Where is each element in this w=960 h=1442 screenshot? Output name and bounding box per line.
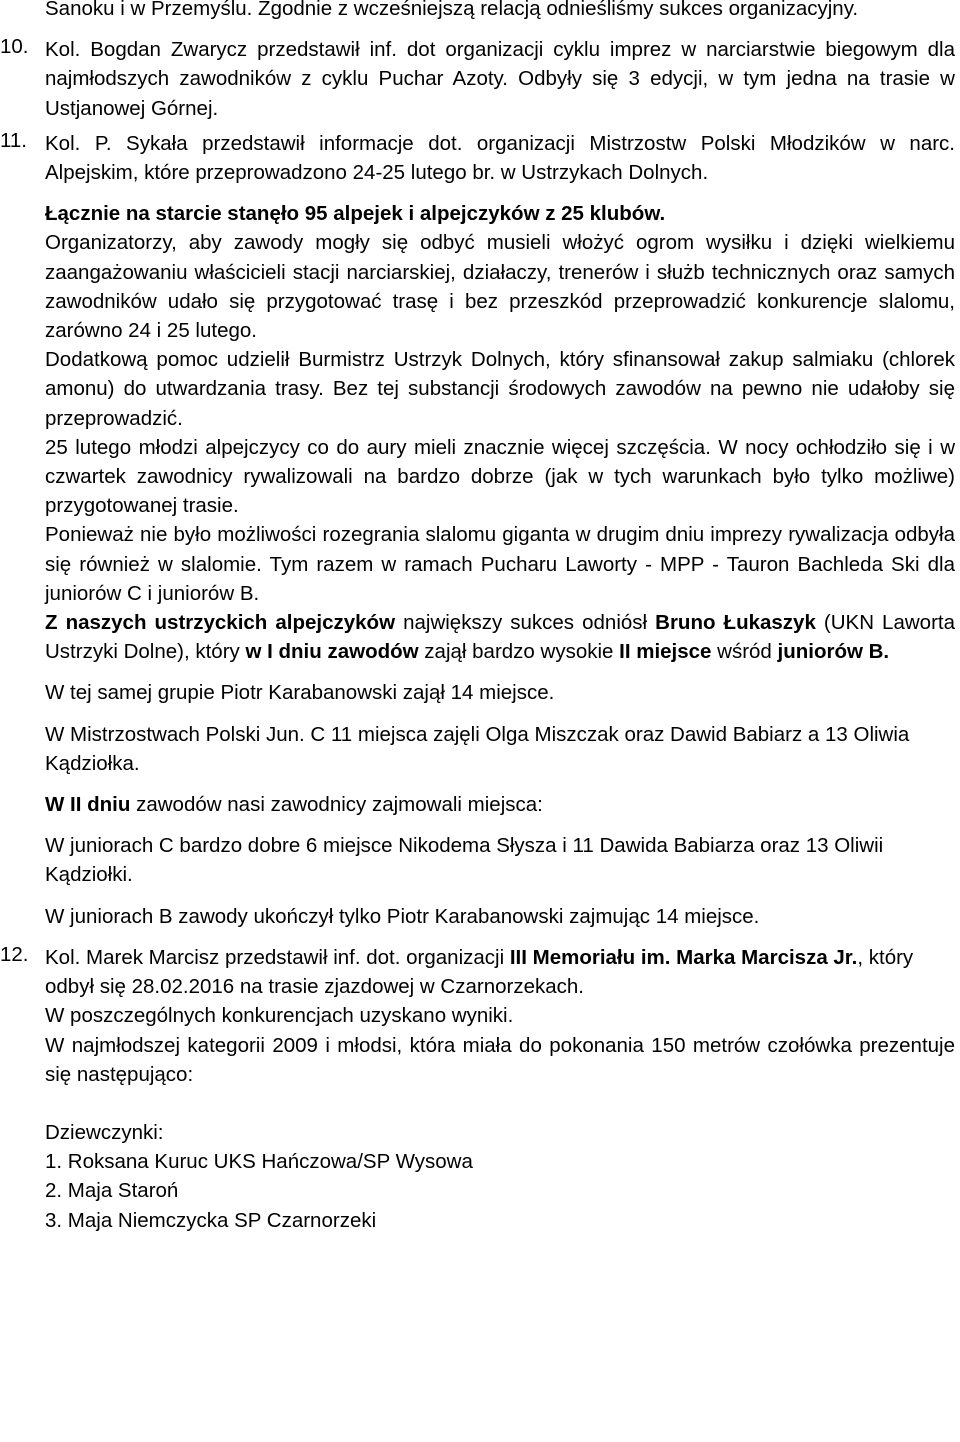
girls-list bbox=[0, 1147, 960, 1235]
intro-paragraph: Sanoku i w Przemyślu. Zgodnie z wcześniejszą relacją odnieśliśmy sukces organizacyjny. bbox=[45, 0, 859, 20]
text-span: zawodów nasi zawodnicy zajmowali miejsca: bbox=[130, 793, 543, 817]
bold-text: W II dniu bbox=[45, 793, 131, 817]
girls-heading: Dziewczynki: bbox=[45, 1120, 164, 1144]
best-result-paragraph bbox=[0, 608, 955, 666]
list-item: 3. Maja Niemczycka SP Czarnorzeki bbox=[45, 1208, 377, 1232]
list-item-11 bbox=[0, 129, 960, 187]
list-item-10 bbox=[0, 35, 960, 123]
item-text-line: W poszczególnych konkurencjach uzyskano wyniki. bbox=[45, 1004, 514, 1028]
list-item-12 bbox=[0, 943, 960, 1089]
junior-b-paragraph: W juniorach B zawody ukończył tylko Piotr Karabanowski zajmując 14 miejsce. bbox=[45, 904, 760, 928]
item-body bbox=[45, 943, 955, 1089]
day2-paragraph bbox=[0, 790, 955, 819]
bold-text: Z naszych ustrzyckich alpejczyków bbox=[45, 611, 396, 635]
junior-c-paragraph: W juniorach C bardzo dobre 6 miejsce Nikodema Słysza i 11 Dawida Babiarza oraz 13 Oliwii Kądziołki. bbox=[45, 834, 884, 887]
help-paragraph: Dodatkową pomoc udzielił Burmistrz Ustrzyk Dolnych, który sfinansował zakup salmiaku (chlorek amonu) do utwardzania trasy. Bez tej substancji środowych zawodów na pewno nie udałoby się przeprowadzić. bbox=[45, 348, 955, 430]
text-span: wśród bbox=[711, 640, 778, 664]
bold-text: III Memoriału im. Marka Marcisza Jr. bbox=[509, 945, 858, 969]
text-span: największy sukces odniósł bbox=[395, 611, 656, 635]
text-span: (UKN Laworta Ustrzyki Dolne), który bbox=[45, 611, 955, 664]
starts-paragraph bbox=[0, 199, 955, 228]
same-group-paragraph: W tej samej grupie Piotr Karabanowski zajął 14 miejsce. bbox=[45, 681, 555, 705]
bold-text: juniorów B. bbox=[777, 640, 890, 664]
item-number: 10. bbox=[0, 35, 29, 59]
item-number: 12. bbox=[0, 942, 29, 966]
item-number: 11. bbox=[0, 128, 27, 152]
list-item: 1. Roksana Kuruc UKS Hańczowa/SP Wysowa bbox=[45, 1150, 473, 1174]
item-text: Kol. P. Sykała przedstawił informacje dot. organizacji Mistrzostw Polski Młodzików w narc. Alpejskim, które przeprowadzono 24-25 lutego br. w Ustrzykach Dolnych. bbox=[45, 131, 955, 185]
item-text bbox=[45, 943, 955, 1001]
feb25-paragraph: 25 lutego młodzi alpejczycy co do aury mieli znacznie więcej szczęścia. W nocy ochłodziło się i w czwartek zawodnicy rywalizowali na bardzo dobrze (jak w tych warunkach było tylko możliwe) przygotowanej trasie. bbox=[45, 435, 955, 518]
text-span: , który odbył się 28.02.2016 na trasie zjazdowej w Czarnorzekach. bbox=[45, 945, 914, 999]
bold-text: w I dniu zawodów bbox=[245, 640, 419, 664]
bold-text: Łącznie na starcie stanęło 95 alpejek i alpejczyków z 25 klubów. bbox=[45, 202, 666, 226]
because-paragraph: Ponieważ nie było możliwości rozegrania slalomu giganta w drugim dniu imprezy rywalizacja odbyła się również w slalomie. Tym razem w ramach Pucharu Laworty - MPP - Tauron Bachleda Ski dla juniorów C i juniorów B. bbox=[45, 523, 955, 605]
mp-junior-c-paragraph: W Mistrzostwach Polski Jun. C 11 miejsca zajęli Olga Miszczak oraz Dawid Babiarz a 13 Oliwia Kądziołka. bbox=[45, 722, 910, 775]
list-item: 2. Maja Staroń bbox=[45, 1179, 179, 1203]
item-text-line: W najmłodszej kategorii 2009 i młodsi, która miała do pokonania 150 metrów czołówka prezentuje się następująco: bbox=[45, 1033, 955, 1086]
bold-text: II miejsce bbox=[619, 640, 712, 664]
text-span: Kol. Marek Marcisz przedstawił inf. dot. organizacji bbox=[45, 945, 510, 969]
bold-text: Bruno Łukaszyk bbox=[655, 611, 816, 635]
organizers-paragraph: Organizatorzy, aby zawody mogły się odbyć musieli włożyć ogrom wysiłku i dzięki wielkiemu zaangażowaniu właścicieli stacji narciarskiej, działaczy, trenerów i służb technicznych oraz samych zawodników udało się przygotować trasę i bez przeszkód przeprowadzić konkurencje slalomu, zarówno 24 i 25 lutego. bbox=[45, 231, 955, 343]
item-text: Kol. Bogdan Zwarycz przedstawił inf. dot organizacji cyklu imprez w narciarstwie biegowym dla najmłodszych zawodników z cyklu Puchar Azoty. Odbyły się 3 edycji, w tym jedna na trasie w Ustjanowej Górnej. bbox=[45, 38, 955, 120]
text-span: zajął bardzo wysokie bbox=[418, 640, 620, 664]
